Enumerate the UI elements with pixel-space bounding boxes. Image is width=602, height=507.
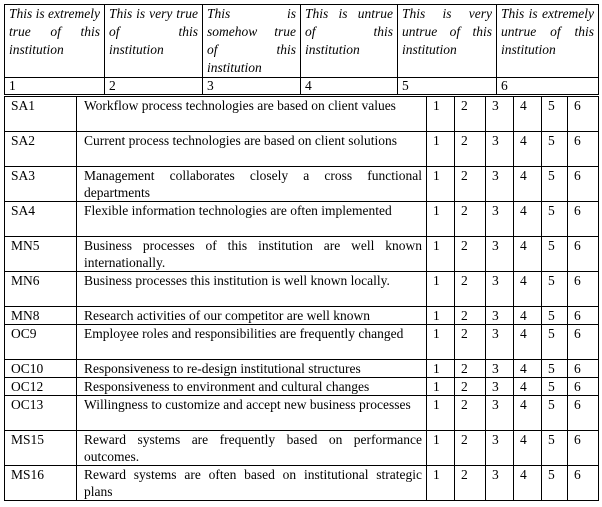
- rating-option[interactable]: 2: [455, 360, 486, 378]
- rating-option[interactable]: 1: [427, 132, 455, 167]
- item-row: [5, 202, 599, 237]
- rating-option[interactable]: 3: [486, 167, 514, 202]
- rating-option[interactable]: 4: [514, 307, 542, 325]
- item-statement: Responsiveness to re-design institutional structures: [77, 360, 427, 378]
- rating-option[interactable]: 1: [427, 466, 455, 501]
- item-code: SA3: [5, 167, 77, 202]
- rating-option[interactable]: 1: [427, 307, 455, 325]
- scale-labels-row: [5, 5, 599, 78]
- rating-option[interactable]: 3: [486, 466, 514, 501]
- rating-option[interactable]: 4: [514, 360, 542, 378]
- rating-option[interactable]: 5: [542, 325, 568, 360]
- item-code: SA4: [5, 202, 77, 237]
- rating-option[interactable]: 6: [568, 431, 599, 466]
- item-code: SA2: [5, 132, 77, 167]
- rating-option[interactable]: 2: [455, 237, 486, 272]
- item-code: MN5: [5, 237, 77, 272]
- scale-label: This is extremely untrue of this institution: [497, 5, 599, 78]
- rating-option[interactable]: 6: [568, 307, 599, 325]
- item-row: [5, 307, 599, 325]
- rating-option[interactable]: 6: [568, 360, 599, 378]
- item-row: [5, 272, 599, 307]
- rating-option[interactable]: 5: [542, 132, 568, 167]
- rating-option[interactable]: 3: [486, 431, 514, 466]
- rating-option[interactable]: 5: [542, 167, 568, 202]
- scale-value: 5: [398, 78, 497, 95]
- rating-option[interactable]: 4: [514, 167, 542, 202]
- scale-values-row: [5, 78, 599, 95]
- item-statement: Business processes of this institution are well known internationally.: [77, 237, 427, 272]
- rating-scale-table: [4, 4, 599, 95]
- item-row: [5, 360, 599, 378]
- rating-option[interactable]: 3: [486, 360, 514, 378]
- scale-value: 3: [203, 78, 301, 95]
- rating-option[interactable]: 6: [568, 237, 599, 272]
- rating-option[interactable]: 1: [427, 97, 455, 132]
- rating-option[interactable]: 3: [486, 202, 514, 237]
- rating-option[interactable]: 5: [542, 97, 568, 132]
- rating-option[interactable]: 2: [455, 202, 486, 237]
- item-code: MS15: [5, 431, 77, 466]
- item-code: OC12: [5, 378, 77, 396]
- rating-option[interactable]: 1: [427, 202, 455, 237]
- rating-option[interactable]: 4: [514, 97, 542, 132]
- item-row: [5, 431, 599, 466]
- rating-option[interactable]: 1: [427, 272, 455, 307]
- rating-option[interactable]: 3: [486, 307, 514, 325]
- rating-option[interactable]: 3: [486, 272, 514, 307]
- item-row: [5, 378, 599, 396]
- rating-option[interactable]: 1: [427, 167, 455, 202]
- scale-value: 1: [5, 78, 105, 95]
- rating-option[interactable]: 5: [542, 396, 568, 431]
- rating-option[interactable]: 6: [568, 466, 599, 501]
- rating-option[interactable]: 4: [514, 378, 542, 396]
- rating-option[interactable]: 3: [486, 132, 514, 167]
- rating-option[interactable]: 6: [568, 325, 599, 360]
- rating-option[interactable]: 4: [514, 325, 542, 360]
- rating-option[interactable]: 4: [514, 466, 542, 501]
- item-row: [5, 97, 599, 132]
- rating-option[interactable]: 1: [427, 378, 455, 396]
- rating-option[interactable]: 2: [455, 167, 486, 202]
- rating-option[interactable]: 3: [486, 237, 514, 272]
- scale-value: 6: [497, 78, 599, 95]
- item-statement: Reward systems are often based on institutional strategic plans: [77, 466, 427, 501]
- rating-option[interactable]: 2: [455, 466, 486, 501]
- item-code: OC9: [5, 325, 77, 360]
- item-code: SA1: [5, 97, 77, 132]
- item-statement: Current process technologies are based on client solutions: [77, 132, 427, 167]
- rating-option[interactable]: 4: [514, 132, 542, 167]
- scale-label: This is very untrue of this institution: [398, 5, 497, 78]
- rating-option[interactable]: 2: [455, 325, 486, 360]
- rating-option[interactable]: 5: [542, 466, 568, 501]
- scale-label: This is extremely true of this institution: [5, 5, 105, 78]
- item-row: [5, 167, 599, 202]
- rating-option[interactable]: 2: [455, 97, 486, 132]
- scale-label: This is very true of this institution: [105, 5, 203, 78]
- rating-option[interactable]: 1: [427, 237, 455, 272]
- item-statement: Workflow process technologies are based on client values: [77, 97, 427, 132]
- item-code: MS16: [5, 466, 77, 501]
- questionnaire-items-table: [4, 96, 599, 501]
- item-row: [5, 466, 599, 501]
- rating-option[interactable]: 2: [455, 132, 486, 167]
- rating-option[interactable]: 3: [486, 97, 514, 132]
- rating-option[interactable]: 4: [514, 431, 542, 466]
- item-statement: Responsiveness to environment and cultural changes: [77, 378, 427, 396]
- rating-option[interactable]: 6: [568, 396, 599, 431]
- item-row: [5, 396, 599, 431]
- item-row: [5, 325, 599, 360]
- rating-option[interactable]: 2: [455, 431, 486, 466]
- rating-option[interactable]: 6: [568, 272, 599, 307]
- rating-option[interactable]: 6: [568, 132, 599, 167]
- scale-value: 2: [105, 78, 203, 95]
- rating-option[interactable]: 4: [514, 202, 542, 237]
- rating-option[interactable]: 4: [514, 237, 542, 272]
- rating-option[interactable]: 5: [542, 431, 568, 466]
- rating-option[interactable]: 3: [486, 378, 514, 396]
- item-code: OC13: [5, 396, 77, 431]
- rating-option[interactable]: 2: [455, 272, 486, 307]
- rating-option[interactable]: 4: [514, 272, 542, 307]
- rating-option[interactable]: 2: [455, 307, 486, 325]
- item-statement: Flexible information technologies are often implemented: [77, 202, 427, 237]
- item-statement: Reward systems are frequently based on performance outcomes.: [77, 431, 427, 466]
- rating-option[interactable]: 5: [542, 202, 568, 237]
- rating-option[interactable]: 1: [427, 431, 455, 466]
- rating-option[interactable]: 5: [542, 378, 568, 396]
- item-code: MN6: [5, 272, 77, 307]
- item-statement: Employee roles and responsibilities are frequently changed: [77, 325, 427, 360]
- rating-option[interactable]: 6: [568, 167, 599, 202]
- scale-label: This is untrue of this institution: [301, 5, 398, 78]
- rating-option[interactable]: 5: [542, 307, 568, 325]
- rating-option[interactable]: 3: [486, 396, 514, 431]
- item-row: [5, 237, 599, 272]
- rating-option[interactable]: 4: [514, 396, 542, 431]
- rating-option[interactable]: 5: [542, 272, 568, 307]
- rating-option[interactable]: 5: [542, 237, 568, 272]
- rating-option[interactable]: 6: [568, 202, 599, 237]
- item-statement: Research activities of our competitor are well known: [77, 307, 427, 325]
- item-code: OC10: [5, 360, 77, 378]
- rating-option[interactable]: 1: [427, 325, 455, 360]
- rating-option[interactable]: 2: [455, 378, 486, 396]
- item-statement: Management collaborates closely a cross functional departments: [77, 167, 427, 202]
- rating-option[interactable]: 5: [542, 360, 568, 378]
- rating-option[interactable]: 6: [568, 378, 599, 396]
- item-code: MN8: [5, 307, 77, 325]
- scale-value: 4: [301, 78, 398, 95]
- item-statement: Willingness to customize and accept new business processes: [77, 396, 427, 431]
- scale-label: This is somehow true of this institution: [203, 5, 301, 78]
- rating-option[interactable]: 2: [455, 396, 486, 431]
- rating-option[interactable]: 3: [486, 325, 514, 360]
- item-statement: Business processes this institution is well known locally.: [77, 272, 427, 307]
- item-row: [5, 132, 599, 167]
- rating-option[interactable]: 1: [427, 396, 455, 431]
- rating-option[interactable]: 6: [568, 97, 599, 132]
- rating-option[interactable]: 1: [427, 360, 455, 378]
